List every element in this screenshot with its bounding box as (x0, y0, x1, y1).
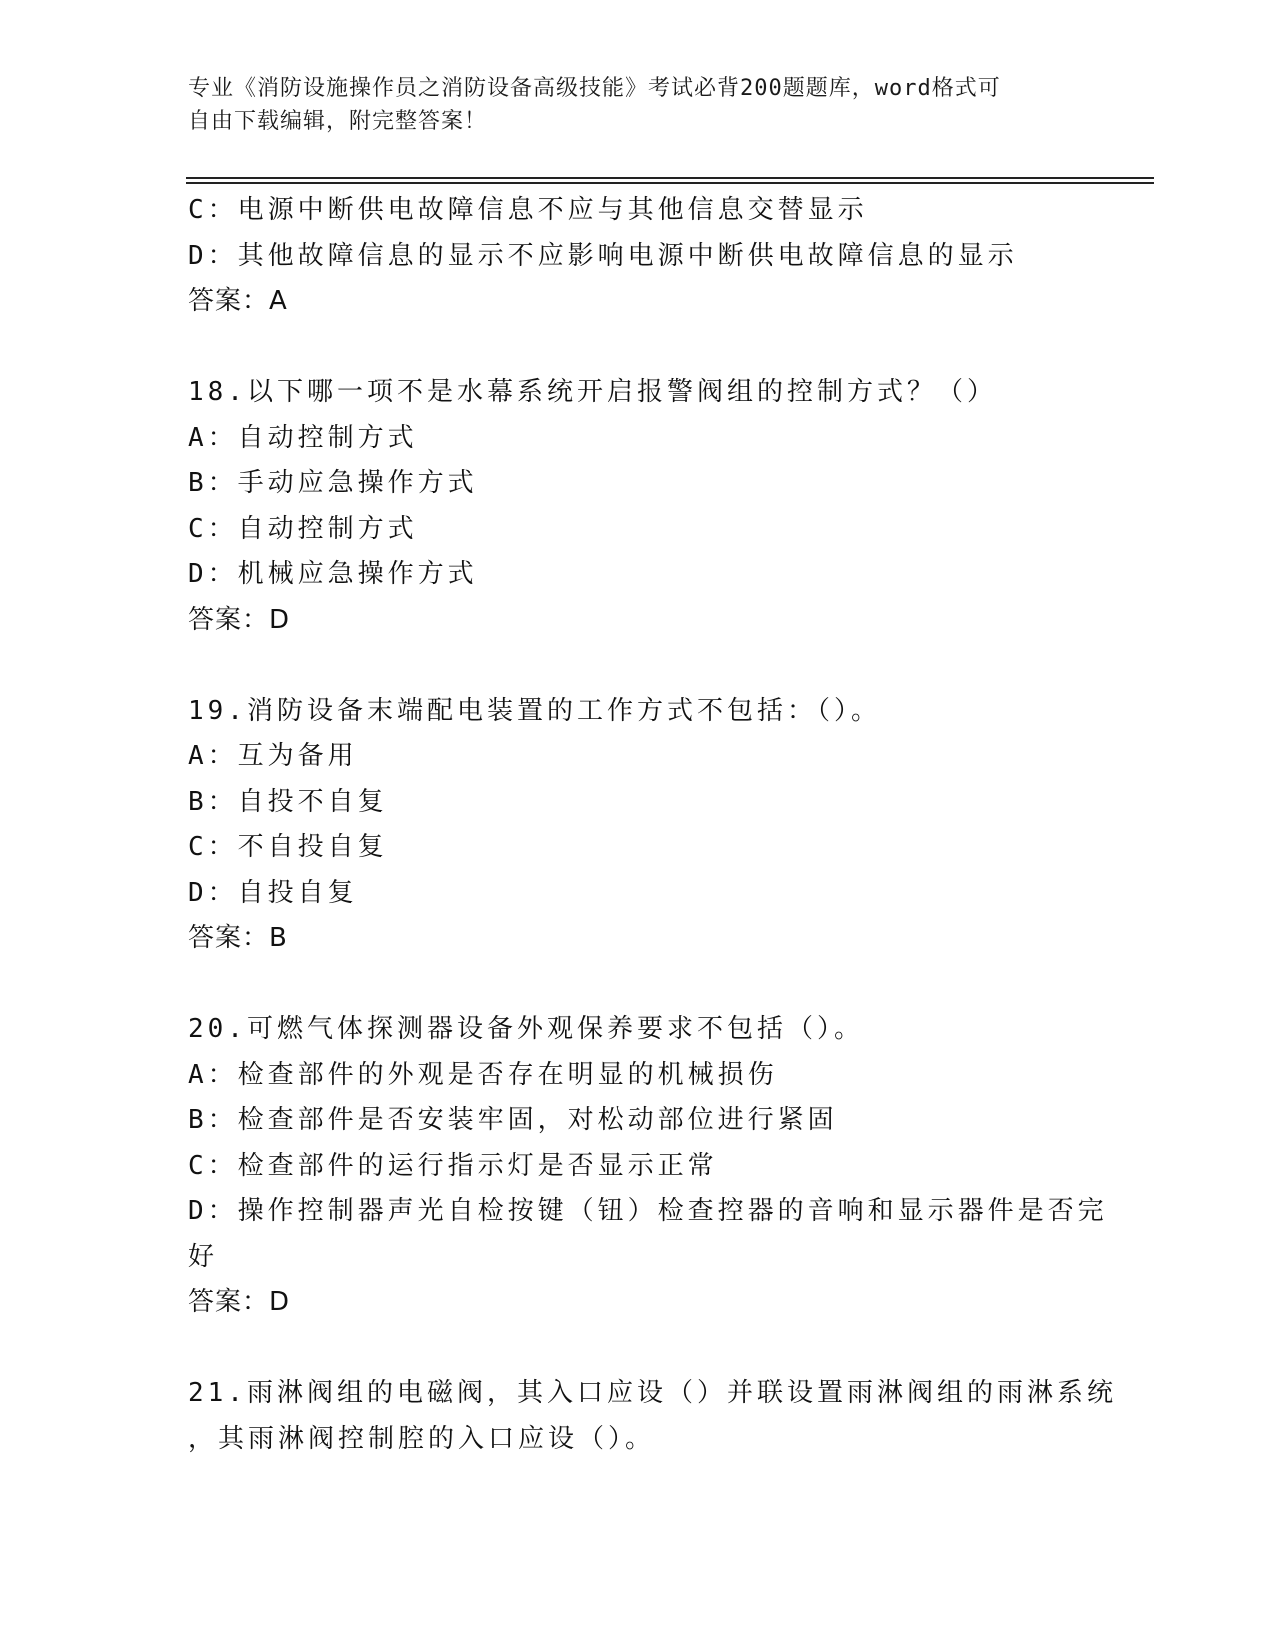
question-text: 19.消防设备末端配电装置的工作方式不包括：（）。 (188, 695, 881, 726)
question-20 (188, 1007, 1108, 1326)
document-header (188, 72, 1068, 138)
question-text-continuation: ，其雨淋阀控制腔的入口应设（）。 (188, 1423, 656, 1454)
answer: 答案：D (188, 604, 291, 635)
header-line-1: 专业《消防设施操作员之消防设备高级技能》考试必背200题题库，word格式可 (188, 76, 1001, 101)
option-a: A：自动控制方式 (188, 422, 418, 453)
option-c: C：电源中断供电故障信息不应与其他信息交替显示 (188, 195, 868, 225)
answer: 答案：A (188, 286, 288, 316)
option-c: C：自动控制方式 (188, 513, 418, 544)
option-c: C：不自投自复 (188, 832, 388, 862)
header-line-2: 自由下载编辑，附完整答案！ (188, 109, 488, 134)
question-text: 21.雨淋阀组的电磁阀，其入口应设（）并联设置雨淋阀组的雨淋系统 (188, 1378, 1117, 1408)
option-b: B：手动应急操作方式 (188, 468, 478, 498)
answer: 答案：B (188, 923, 288, 953)
question-19 (188, 689, 1088, 962)
header-rule-bottom (186, 182, 1154, 184)
option-a: A：互为备用 (188, 741, 358, 771)
option-d: D：自投自复 (188, 877, 358, 908)
document-body (188, 188, 1117, 1462)
question-text: 20.可燃气体探测器设备外观保养要求不包括（）。 (188, 1014, 864, 1044)
option-d-continuation: 好 (188, 1241, 219, 1272)
option-b: B：自投不自复 (188, 786, 388, 817)
answer: 答案：D (188, 1287, 291, 1317)
option-b: B：检查部件是否安装牢固，对松动部位进行紧固 (188, 1105, 838, 1135)
question-21 (188, 1371, 1117, 1462)
option-d: D：操作控制器声光自检按键（钮）检查控器的音响和显示器件是否完 (188, 1196, 1108, 1226)
option-c: C：检查部件的运行指示灯是否显示正常 (188, 1150, 718, 1181)
option-d: D：其他故障信息的显示不应影响电源中断供电故障信息的显示 (188, 240, 1018, 271)
question-18 (188, 370, 1088, 643)
question-text: 18.以下哪一项不是水幕系统开启报警阀组的控制方式？（） (188, 377, 997, 407)
question-17-tail (188, 188, 1088, 325)
header-rule-top (186, 177, 1154, 179)
option-d: D：机械应急操作方式 (188, 559, 478, 589)
option-a: A：检查部件的外观是否存在明显的机械损伤 (188, 1059, 778, 1090)
